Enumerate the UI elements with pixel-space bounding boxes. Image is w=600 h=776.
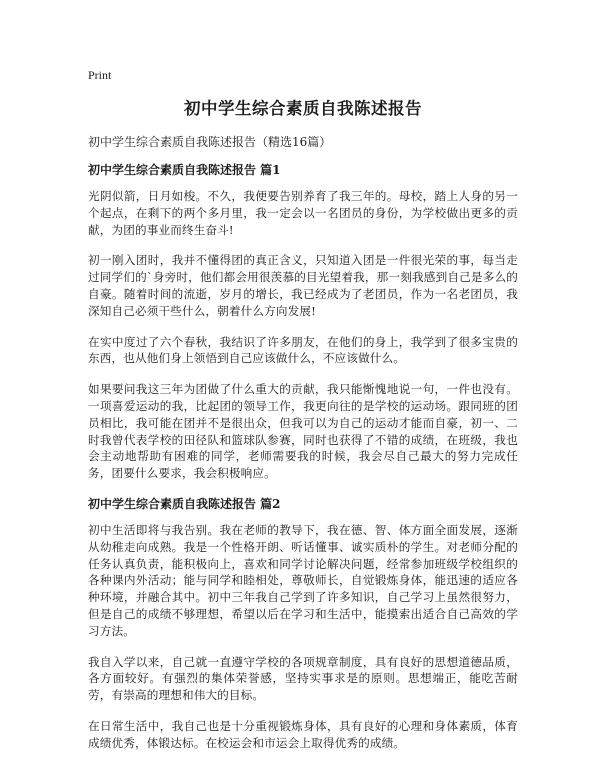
paragraph: 初中生活即将与我告别。我在老师的教导下，我在德、智、体方面全面发展，逐渐从幼稚走向成熟。我是一个性格开朗、听话懂事、诚实质朴的学生。对老师分配的任务认真负责，能积极向上，喜欢和同学讨论解决问题，经常参加班级学校组织的各种课内外活动；能与同学和睦相处，尊敬师长，自觉锻炼身体，能迅速的适应各种环境，并融合其中。初中三年我自己学到了许多知识，自己学习上虽然很努力，但是自己的成绩不够理想，希望以后在学习和生活中，能摸索出适合自己高效的学习方法。 xyxy=(88,522,518,638)
paragraph: 在日常生活中，我自己也是十分重视锻炼身体，具有良好的心理和身体素质，体育成绩优秀，体锻达标。在校运会和市运会上取得优秀的成绩。 xyxy=(88,718,518,750)
document-subtitle: 初中学生综合素质自我陈述报告（精选16篇） xyxy=(88,135,332,149)
paragraph: 光阴似箭，日月如梭。不久，我便要告别养育了我三年的。母校，踏上人身的另一个起点，在剩下的两个多月里，我一定会以一名团员的身份，为学校做出更多的贡献，为团的事业而终生奋斗! xyxy=(88,189,518,237)
paragraph: 在实中度过了六个春秋，我结识了许多朋友，在他们的身上，我学到了很多宝贵的东西，也从他们身上领悟到自己应该做什么，不应该做什么。 xyxy=(88,334,518,366)
print-label: Print xyxy=(88,68,112,82)
document-title: 初中学生综合素质自我陈述报告 xyxy=(184,99,422,118)
paragraph: 如果要问我这三年为团做了什么重大的贡献，我只能惭愧地说一句，一件也没有。一项喜爱运动的我，比起团的领导工作，我更向往的是学校的运动场。跟同班的团员相比，我可能在团并不是很出众，但我可以为自己的运动才能而自豪，初一、二时我曾代表学校的田径队和篮球队参赛，同时也获得了不错的成绩，在班级，我也会主动地帮助有困难的同学，老师需要我的时候，我会尽自己最大的努力完成任务，团要什么要求，我会积极响应。 xyxy=(88,382,518,481)
section-heading-2: 初中学生综合素质自我陈述报告 篇2 xyxy=(88,496,281,511)
section-heading-1: 初中学生综合素质自我陈述报告 篇1 xyxy=(88,163,281,177)
document-page xyxy=(88,68,518,766)
paragraph: 我自入学以来，自己就一直遵守学校的各项规章制度，具有良好的思想道德品质，各方面较好。有强烈的集体荣誉感，坚持实事求是的原则。思想端正，能吃苦耐劳，有崇高的理想和伟大的目标。 xyxy=(88,654,518,703)
paragraph: 初一刚入团时，我并不懂得团的真正含义，只知道入团是一件很光荣的事，每当走过同学们的`身旁时，他们都会用很羡慕的目光望着我，那一刻我感到自己是多么的自豪。随着时间的流逝，岁月的增长，我已经成为了老团员，作为一名老团员，我深知自己必须干些什么，朝着什么方向发展! xyxy=(88,253,518,318)
